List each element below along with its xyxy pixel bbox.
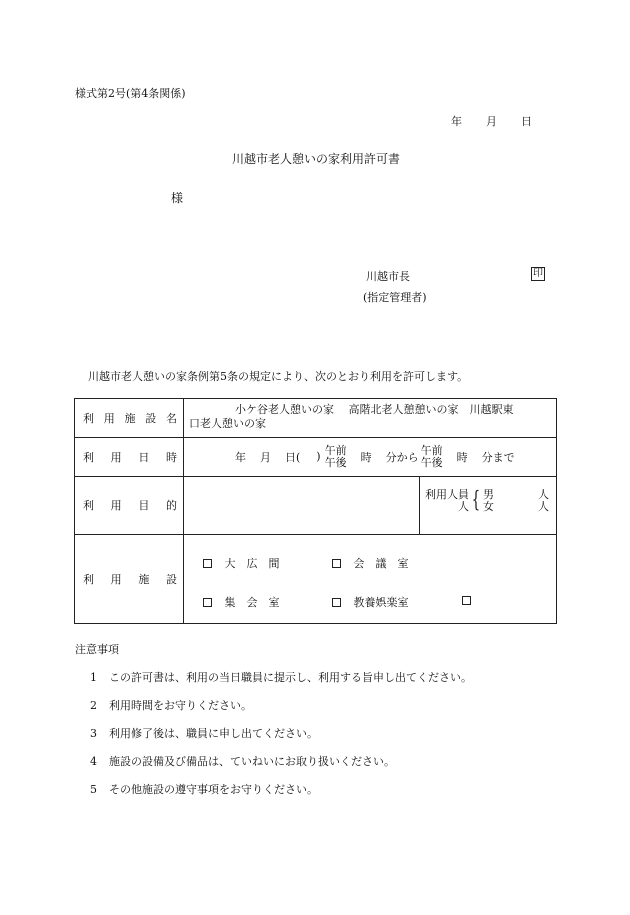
checkbox-icon[interactable]	[203, 559, 212, 568]
female-count: 女 人	[483, 500, 549, 513]
usage-datetime-value[interactable]: 年 月 日( ) 午前 午後 時 分から 午前 午後 時 分まで	[235, 443, 515, 469]
brace-mark: {	[471, 488, 481, 513]
label-facility-name: 利 用 施 設 名	[83, 412, 177, 425]
option-other[interactable]	[462, 594, 471, 607]
am-pm-start: 午前 午後	[324, 443, 347, 469]
label-usage-datetime: 利 用 日 時	[83, 450, 177, 464]
date-month: 月	[486, 115, 497, 128]
note-item: 2 利用時間をお守りください。	[90, 699, 252, 712]
issuer-note: (指定管理者)	[363, 291, 427, 304]
option-recreation-room[interactable]: 教養娯楽室	[332, 594, 409, 610]
label-usage-facilities: 利 用 施 設	[83, 572, 177, 586]
note-item: 4 施設の設備及び備品は、ていねいにお取り扱いください。	[90, 755, 395, 768]
checkbox-icon[interactable]	[203, 598, 212, 607]
label-usage-purpose: 利 用 目 的	[83, 499, 177, 512]
note-item: 5 その他施設の遵守事項をお守りください。	[90, 783, 318, 796]
checkbox-icon[interactable]	[332, 559, 341, 568]
facility-name-value: 小ケ谷老人憩いの家 高階北老人憩憩いの家 川越駅東 口老人憩いの家	[189, 403, 514, 430]
seal-mark: 印	[533, 268, 543, 279]
checkbox-icon[interactable]	[462, 596, 471, 605]
addressee-suffix: 様	[171, 191, 184, 205]
document-title: 川越市老人憩いの家利用許可書	[232, 152, 401, 166]
option-large-hall[interactable]: 大 広 間	[203, 555, 280, 571]
checkbox-icon[interactable]	[332, 598, 341, 607]
intro-text: 川越市老人憩いの家条例第5条の規定により、次のとおり利用を許可します。	[88, 370, 469, 383]
permit-table	[74, 398, 557, 624]
date-day: 日	[521, 115, 532, 128]
issuer-name: 川越市長	[366, 270, 410, 283]
male-count: 男 人	[483, 488, 549, 501]
number-of-users[interactable]: 利用人員 人 { 男 人 女 人	[425, 488, 549, 513]
note-item: 3 利用修了後は、職員に申し出てください。	[90, 727, 318, 740]
note-item: 1 この許可書は、利用の当日職員に提示し、利用する旨申し出てください。	[90, 671, 472, 684]
option-assembly-room[interactable]: 集 会 室	[203, 594, 280, 610]
am-pm-end: 午前 午後	[420, 443, 443, 469]
usage-purpose-value[interactable]	[185, 478, 417, 532]
notes-heading: 注意事項	[75, 643, 119, 656]
date-year: 年	[451, 115, 462, 128]
option-conference-room[interactable]: 会 議 室	[332, 555, 409, 571]
form-number: 様式第2号(第4条関係)	[75, 87, 186, 100]
